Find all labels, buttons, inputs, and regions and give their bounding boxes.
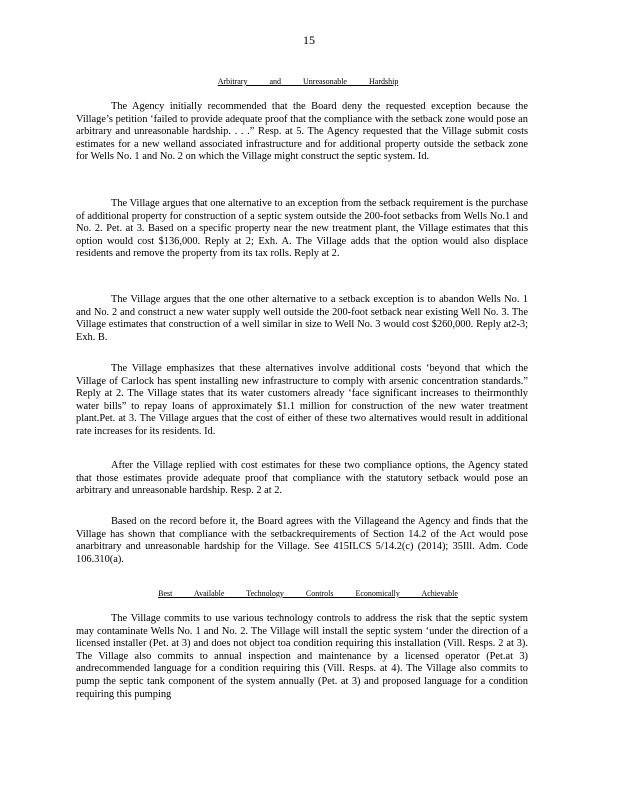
paragraph-6: Based on the record before it, the Board agrees with the Villageand the Agency and finds that the Village has shown that compliance with the setbackrequirements of Section 14.2 of the Act would pose anarbitrary and unreasonable hardship for the Village. See 415ILCS 5/14.2(c) (2014); 35Ill. Adm. Code 106.310(a). <box>76 516 528 565</box>
paragraph-1: The Agency initially recommended that the Board deny the requested exception because the Village’s petition ‘failed to provide adequate proof that the compliance with the setback zone would pose an arbitrary and unreasonable hardship. . . .” Resp. at 5. The Agency requested that the Village submit costs estimates for a new welland associated infrastructure and for additional property outside the setback zone for Wells No. 1 and No. 2 on which the Village might construct the septic system. Id. <box>76 101 528 163</box>
paragraph-4: The Village emphasizes that these alternatives involve additional costs ‘beyond that which the Village of Carlock has spent installing new infrastructure to comply with arsenic concentration standards.” Reply at 2. The Village states that its water customers already ‘face significant increases to theirmonthly water bills” to repay loans of approximately $1.1 million for construction of the new water treatment plant.Pet. at 3. The Village argues that the cost of either of these two alternatives would result in additional rate increases for its residents. Id. <box>76 363 528 437</box>
section-heading-technology: Best Available Technology Controls Economically Achievable <box>158 589 458 598</box>
paragraph-7: The Village commits to use various technology controls to address the risk that the septic system may contaminate Wells No. 1 and No. 2. The Village will install the septic system ‘under the direction of a licensed installer (Pet. at 3) and does not object toa condition requiring this installation (Vill. Resps. 2 at 3). The Village also commits to annual inspection and maintenance by a licensed operator (Pet.at 3) andrecommended language for a condition requiring this (Vill. Resps. at 4). The Village also commits to pump the septic tank component of the system annually (Pet. at 3) and proposed language for a condition requiring this pumping <box>76 613 528 700</box>
paragraph-2: The Village argues that one alternative to an exception from the setback requirement is the purchase of additional property for construction of a septic system outside the 200-foot setbacks from Wells No.1 and No. 2. Pet. at 3. Based on a specific property near the new treatment plant, the Village estimates that this option would cost $136,000. Reply at 2; Exh. A. The Village adds that the option would also displace residents and remove the property from its tax rolls. Reply at 2. <box>76 198 528 260</box>
paragraph-3: The Village argues that the one other alternative to a setback exception is to abandon Wells No. 1 and No. 2 and construct a new water supply well outside the 200-foot setback near existing Well No. 3. The Village estimates that construction of a well similar in size to Well No. 3 would cost $260,000. Reply at2-3; Exh. B. <box>76 294 528 343</box>
page-number: 15 <box>303 33 315 47</box>
section-heading-hardship: Arbitrary and Unreasonable Hardship <box>217 77 399 86</box>
paragraph-5: After the Village replied with cost estimates for these two compliance options, the Agency stated that those estimates provide adequate proof that compliance with the statutory setback would pose an arbitrary and unreasonable hardship. Resp. 2 at 2. <box>76 460 528 497</box>
